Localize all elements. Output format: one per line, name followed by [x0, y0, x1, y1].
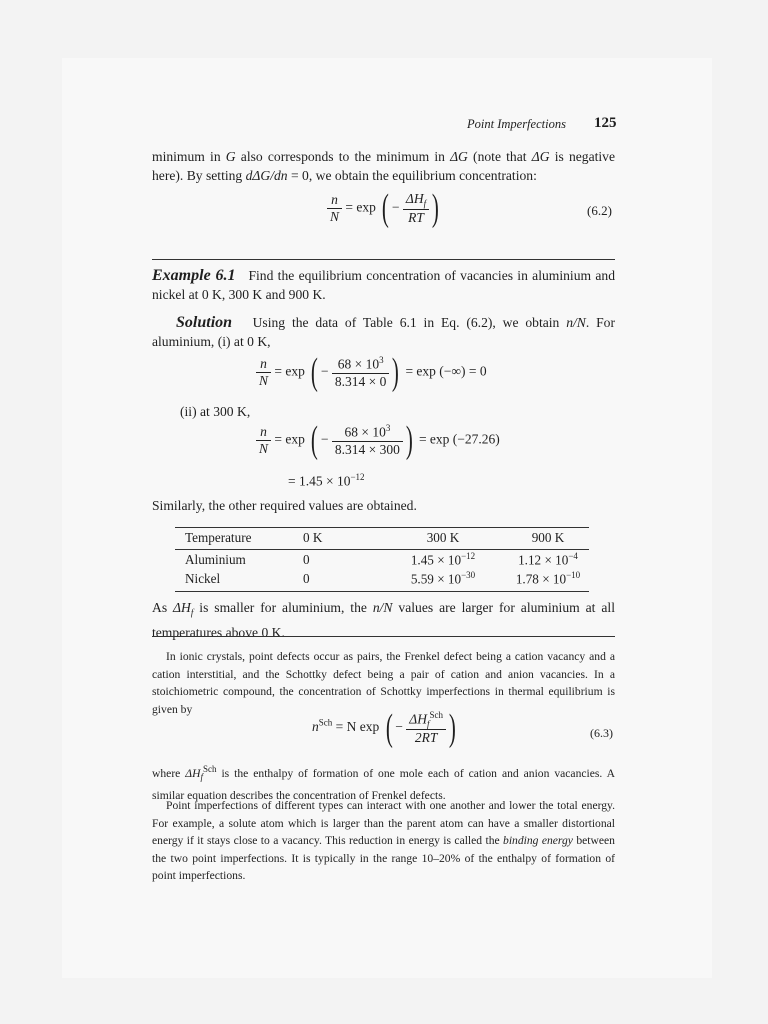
equation-number-6-3: (6.3): [590, 726, 613, 740]
example-conclusion: As $\Delta H_f$ is smaller for aluminium, the n/N values are larger for aluminium at all temperatures above 0 K.: [152, 600, 615, 640]
table-header-cell: 900 K: [507, 528, 589, 550]
table-cell: 0: [303, 569, 379, 591]
example-bottom-rule: [152, 636, 615, 637]
table-row: [175, 569, 589, 591]
intro-paragraph: minimum in G also corresponds to the minimum in ΔG (note that ΔG is negative here). By setting dΔG/dn = 0, we obtain the equilibrium concentration:: [152, 149, 615, 183]
body-paragraph-where: where $\Delta H_f^{Sch}$ is the enthalpy of formation of one mole each of cation and anion vacancies. A similar equation describes the concentration of Frenkel defects.: [152, 764, 615, 802]
solution-paragraph: Solution Using the data of Table 6.1 in Eq. (6.2), we obtain n/N. For aluminium, (i) at 0 K,: [152, 314, 615, 349]
table-cell: Nickel: [175, 569, 303, 591]
table-cell: $1.12 \times 10^{-4}$: [518, 551, 578, 568]
equation-6-2: $\frac{n}{N}$ = exp ( − $\frac{\Delta H_f}{RT}$ ): [327, 191, 442, 226]
table-cell: $1.78 \times 10^{-10}$: [507, 569, 589, 591]
table-cell: $1.45 \times 10^{-12}$: [410, 551, 476, 568]
table-header-cell: 300 K: [379, 528, 507, 550]
solution-equation-ii: $\frac{n}{N}$ = exp ( − $\frac{68 \times 10^3}{8.314 \times 300}$ ) = exp (−27.26): [256, 423, 500, 458]
page-number: 125: [594, 115, 617, 131]
vacancy-concentration-table: [175, 527, 589, 592]
table-header-cell: Temperature: [175, 528, 303, 550]
equation-number-6-2: (6.2): [587, 203, 612, 218]
example-top-rule: [152, 259, 615, 260]
solution-part-ii-label: (ii) at 300 K,: [180, 404, 251, 419]
table-header-cell: 0 K: [303, 528, 379, 550]
equation-6-3: $n^{Sch} = N$ exp ( − $\frac{\Delta H_f^{Sch}}{2RT}$ ): [312, 707, 456, 749]
table-header-row: [175, 528, 589, 550]
solution-equation-ii-result: = $1.45 \times 10^{-12}$: [288, 472, 365, 489]
table-cell: $5.59 \times 10^{-30}$: [379, 569, 507, 591]
running-header-title: Point Imperfections: [467, 117, 566, 131]
body-paragraph-ionic-crystals: In ionic crystals, point defects occur as pairs, the Frenkel defect being a cation vacancy and a cation interstitial, and the Schottky defect being a pair of cation and anion vacancies. In a stoichiometric compound, the concentration of Schottky imperfections in thermal equilibrium is given by: [152, 650, 615, 716]
table-cell: 0: [303, 551, 310, 567]
example-6-1: Example 6.1 Find the equilibrium concentration of vacancies in aluminium and nickel at 0 K, 300 K and 900 K.: [152, 267, 615, 302]
table-cell: Aluminium: [185, 551, 246, 567]
solution-equation-i: $\frac{n}{N}$ = exp ( − $\frac{68 \times 10^3}{8.314 \times 0}$ ) = exp (−∞) = 0: [256, 355, 487, 390]
body-paragraph-interactions: Point imperfections of different types can interact with one another and lower the total energy. For example, a solute atom which is larger than the parent atom can have a smaller distortional energy if it stays close to a vacancy. This reduction in energy is called the binding energy between the two point imperfections. It is typically in the range 10–20% of the enthalpy of formation of point imperfections.: [152, 799, 615, 883]
table-row: [175, 550, 589, 570]
similarly-sentence: Similarly, the other required values are obtained.: [152, 498, 417, 513]
